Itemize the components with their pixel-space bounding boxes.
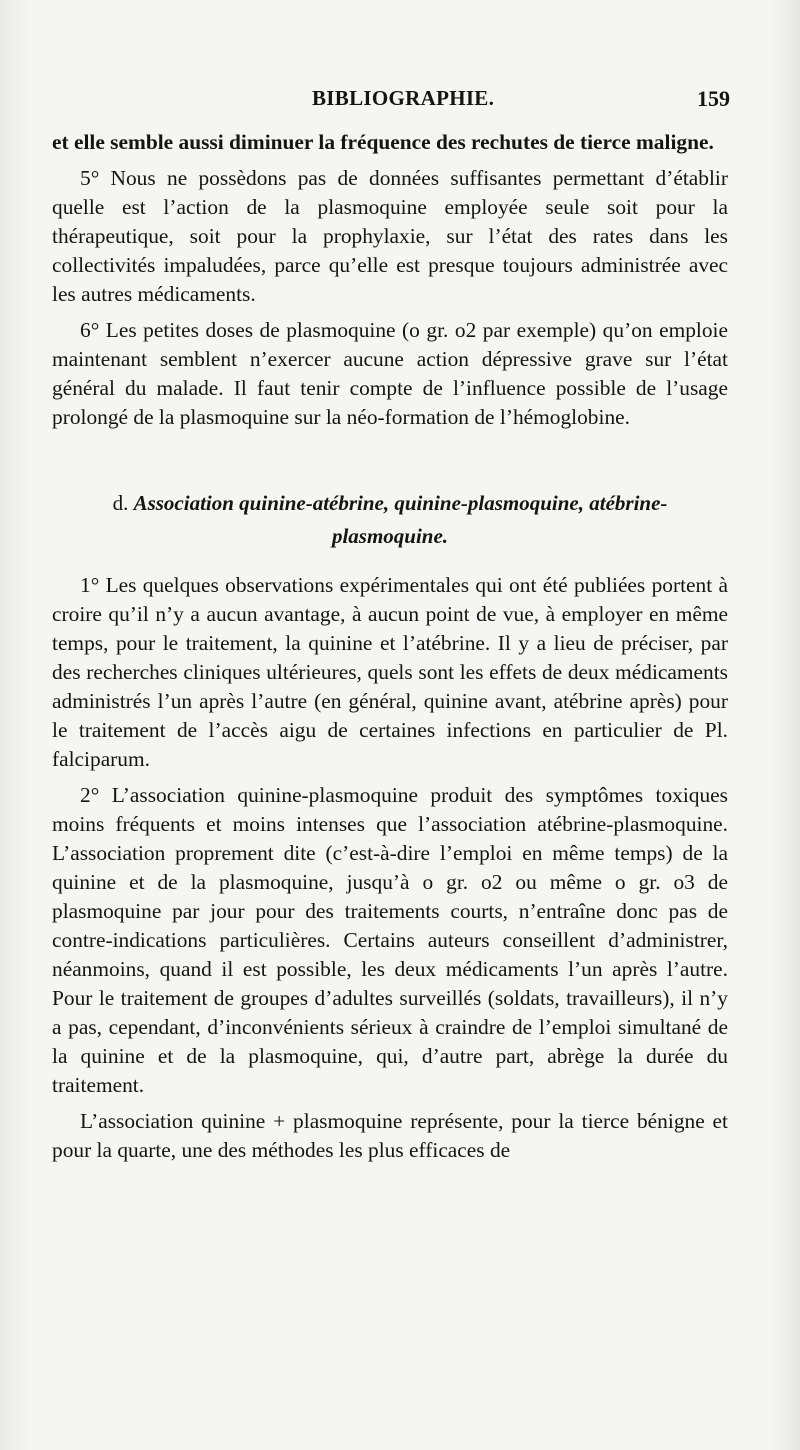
paragraph-point-1: 1° Les quelques observations expérimentales qui ont été publiées portent à croire qu’il n’y a aucun avantage, à aucun point de vue, à employer en même temps, pour le traitement, la quinine et l’atébrine. Il y a lieu de préciser, par des recherches cliniques ultérieures, quels sont les effets de deux médicaments administrés l’un après l’autre (en général, quinine avant, atébrine après) pour le traitement de l’accès aigu de certaines infections en particulier de Pl. falciparum. <box>52 573 728 771</box>
paragraph-association: L’association quinine + plasmoquine représente, pour la tierce bénigne et pour la quarte, une des méthodes les plus efficaces de <box>52 1109 728 1162</box>
paragraph-point-6: 6° Les petites doses de plasmoquine (o gr. o2 par exemple) qu’on emploie maintenant semblent n’exercer aucune action dépressive grave sur l’état général du malade. Il faut tenir compte de l’influence possible de l’usage prolongé de la plasmoquine sur la néo-formation de l’hémoglobine. <box>52 318 728 429</box>
paragraph-continuation: et elle semble aussi diminuer la fréquence des rechutes de tierce maligne. <box>52 130 714 154</box>
body-text <box>52 128 728 1165</box>
section-heading <box>52 487 728 553</box>
running-title: BIBLIOGRAPHIE. <box>312 86 495 110</box>
paragraph-point-2: 2° L’association quinine-plasmoquine produit des symptômes toxiques moins fréquents et moins intenses que l’association atébrine-plasmoquine. L’association proprement dite (c’est-à-dire l’emploi en même temps) de la quinine et de la plasmoquine, jusqu’à o gr. o2 ou même o gr. o3 de plasmoquine par jour pour des traitements courts, n’entraîne donc pas de contre-indications particulières. Certains auteurs conseillent d’administrer, néanmoins, quand il est possible, les deux médicaments l’un après l’autre. Pour le traitement de groupes d’adultes surveillés (soldats, travailleurs), il n’y a pas, cependant, d’inconvénients sérieux à craindre de l’emploi simultané de la quinine et de la plasmoquine, qui, d’autre part, abrège la durée du traitement. <box>52 783 728 1097</box>
section-title-line-2: plasmoquine. <box>331 524 449 548</box>
page-header <box>52 86 730 116</box>
section-title-line-1: Association quinine-atébrine, quinine-plasmoquine, atébrine- <box>133 491 668 515</box>
section-letter: d. <box>112 491 129 515</box>
page-number: 159 <box>697 86 730 111</box>
paragraph-point-5: 5° Nous ne possèdons pas de données suffisantes permettant d’établir quelle est l’action de la plasmoquine employée seule soit pour la thérapeutique, soit pour la prophylaxie, sur l’état des rates dans les collectivités impaludées, parce qu’elle est presque toujours administrée avec les autres médicaments. <box>52 166 728 306</box>
